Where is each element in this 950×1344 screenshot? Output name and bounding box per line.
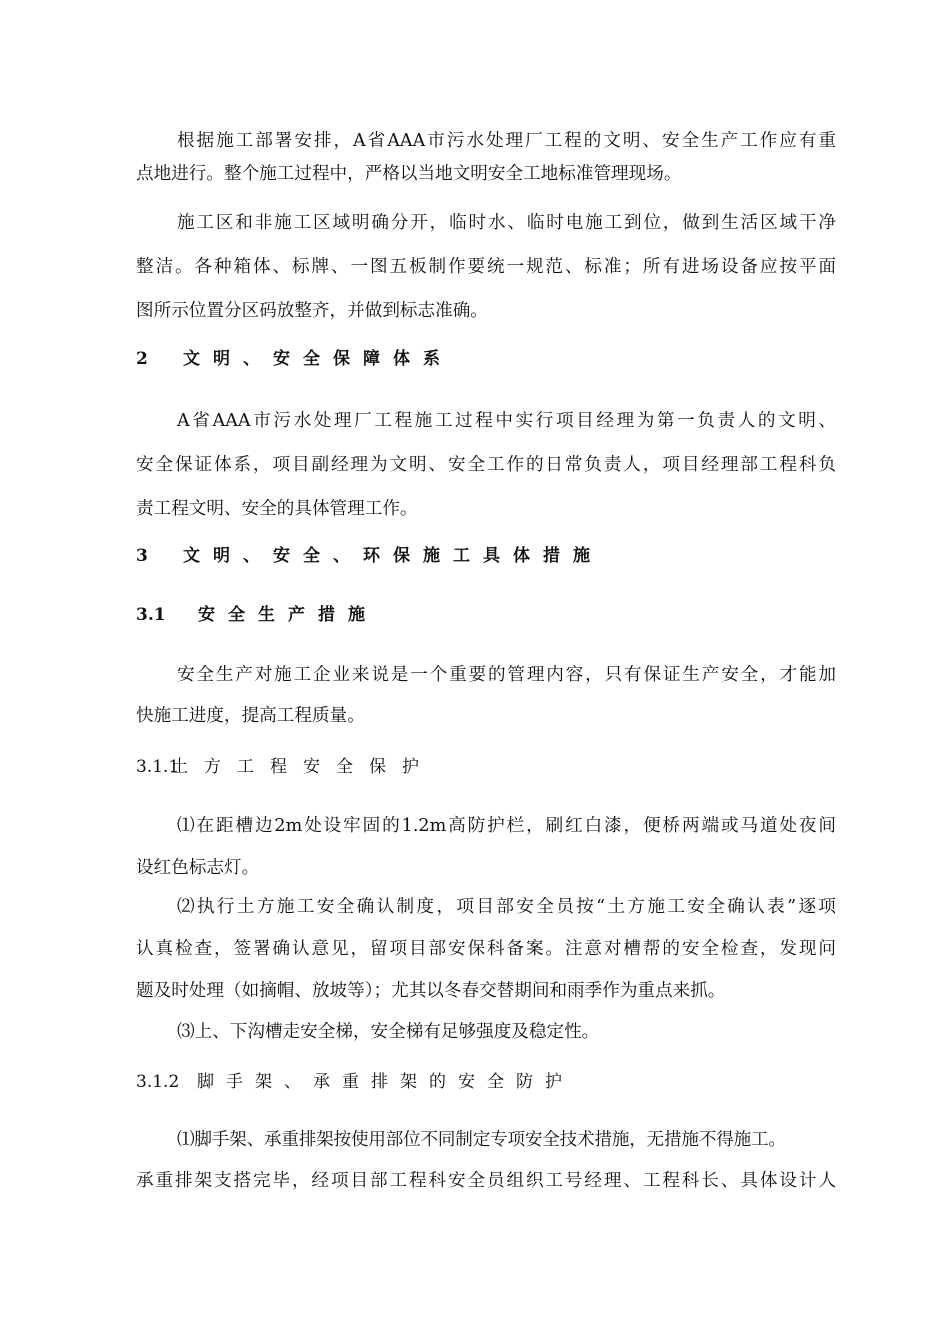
text-line: 题及时处理（如摘帽、放坡等）；尤其以冬春交替期间和雨季作为重点来抓。: [136, 981, 726, 1001]
heading-number: 3.1: [136, 605, 166, 625]
text-line: 快施工进度，提高工程质量。: [136, 706, 365, 726]
section-heading-3: [136, 546, 603, 566]
paragraph-earthwork-3: [136, 1022, 836, 1042]
heading-title: 脚手架、承重排架的安全防护: [197, 1072, 574, 1092]
paragraph-earthwork-1: [136, 816, 836, 878]
heading-number: 3.1.2: [136, 1072, 180, 1092]
text-line: 安全生产对施工企业来说是一个重要的管理内容，只有保证生产安全，才能加: [177, 665, 836, 685]
section-heading-3-1: [136, 605, 378, 625]
heading-number: 2: [136, 349, 148, 369]
heading-number: 3.1.1: [136, 757, 180, 777]
section-heading-2: [136, 349, 453, 369]
text-line: 责工程文明、安全的具体管理工作。: [136, 499, 418, 519]
heading-number: 3: [136, 546, 148, 566]
paragraph-intro-1: [136, 131, 836, 184]
text-line: ⑵执行土方施工安全确认制度，项目部安全员按“土方施工安全确认表”逐项: [177, 897, 836, 917]
paragraph-scaffold-1: [136, 1130, 836, 1191]
text-line: 认真检查，签署确认意见，留项目部安保科备案。注意对槽帮的安全检查，发现问: [136, 939, 836, 959]
paragraph-system: [136, 411, 836, 519]
heading-title: 安全生产措施: [198, 605, 378, 625]
paragraph-safety: [136, 665, 836, 726]
text-line: A省AAA市污水处理厂工程施工过程中实行项目经理为第一负责人的文明、: [177, 411, 836, 431]
text-line: 点地进行。整个施工过程中，严格以当地文明安全工地标准管理现场。: [136, 164, 682, 184]
text-line: 施工区和非施工区域明确分开，临时水、临时电施工到位，做到生活区域干净: [177, 213, 836, 233]
text-line: ⑴脚手架、承重排架按使用部位不同制定专项安全技术措施，无措施不得施工。: [177, 1130, 786, 1150]
text-line: 安全保证体系，项目副经理为文明、安全工作的日常负责人，项目经理部工程科负: [136, 455, 836, 475]
paragraph-earthwork-2: [136, 897, 836, 1001]
text-line: 整洁。各种箱体、标牌、一图五板制作要统一规范、标准；所有进场设备应按平面: [136, 257, 836, 277]
text-line: 图所示位置分区码放整齐，并做到标志准确。: [136, 301, 488, 321]
text-line: ⑴在距槽边2m处设牢固的1.2m高防护栏，刷红白漆，便桥两端或马道处夜间: [177, 816, 836, 836]
text-line: 设红色标志灯。: [136, 858, 260, 878]
paragraph-intro-2: [136, 213, 836, 321]
text-line: 根据施工部署安排，A省AAA市污水处理厂工程的文明、安全生产工作应有重: [177, 131, 836, 151]
text-line: 承重排架支搭完毕，经项目部工程科安全员组织工号经理、工程科长、具体设计人: [136, 1171, 836, 1191]
heading-title: 文明、安全保障体系: [183, 349, 453, 369]
heading-title: 文明、安全、环保施工具体措施: [183, 546, 603, 566]
section-heading-3-1-2: [136, 1072, 574, 1092]
text-line: ⑶上、下沟槽走安全梯，安全梯有足够强度及稳定性。: [177, 1022, 600, 1042]
heading-title: 土方工程安全保护: [171, 757, 435, 777]
section-heading-3-1-1: [136, 757, 435, 777]
